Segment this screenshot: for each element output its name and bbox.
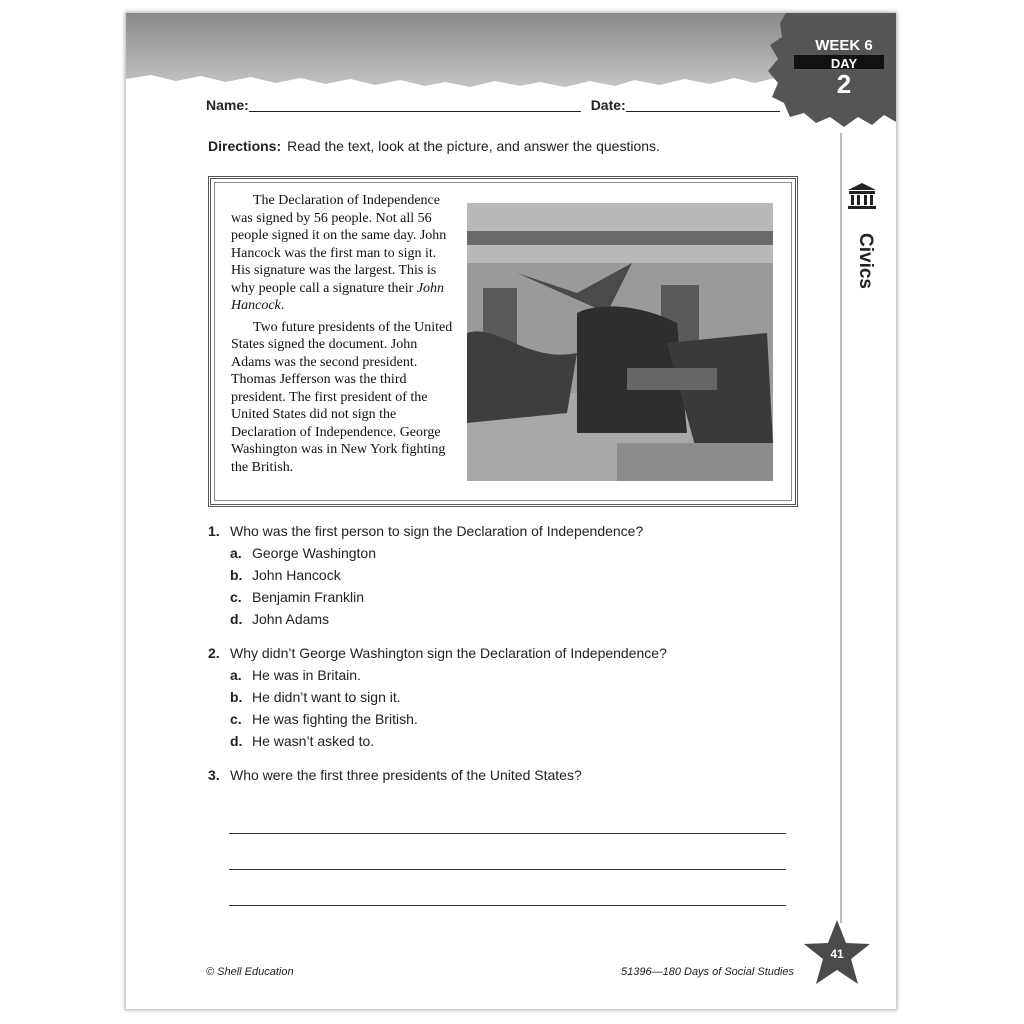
footer-book-title: 51396—180 Days of Social Studies: [621, 966, 795, 978]
subject-label: Civics: [855, 233, 876, 289]
badge-week: WEEK 6: [815, 37, 873, 54]
option-c[interactable]: c. Benjamin Franklin: [230, 589, 365, 605]
option-d[interactable]: d. He wasn’t asked to.: [230, 733, 375, 749]
declaration-signing-illustration: [467, 203, 773, 481]
question-1: [208, 523, 808, 627]
name-date-row: [206, 97, 780, 113]
directions: [208, 138, 660, 154]
question-text: Why didn’t George Washington sign the Declaration of Independence?: [230, 645, 667, 661]
answer-line-3[interactable]: [229, 905, 786, 906]
directions-label: Directions:: [208, 138, 282, 154]
question-text: Who was the first person to sign the Declaration of Independence?: [230, 523, 644, 539]
option-a[interactable]: a. He was in Britain.: [230, 667, 361, 683]
option-c[interactable]: c. He was fighting the British.: [230, 711, 418, 727]
passage-paragraph-1: The Declaration of Independence was signed by 56 people. Not all 56 people signed it on the same day. John Hancock was the first man to sign it. His signature was the largest. This is why people call a signature their John Hancock.: [231, 193, 447, 313]
worksheet-page: [125, 12, 897, 1010]
question-2: [208, 645, 808, 749]
question-number: 2.: [208, 645, 220, 661]
date-label: Date:: [590, 97, 626, 113]
option-b[interactable]: b. John Hancock: [230, 567, 341, 583]
answer-line-2[interactable]: [229, 869, 786, 870]
answer-line-1[interactable]: [229, 833, 786, 834]
option-d[interactable]: d. John Adams: [230, 611, 330, 627]
footer-copyright: © Shell Education: [206, 966, 294, 978]
reading-passage-box: [208, 176, 798, 507]
page-number: 41: [830, 947, 844, 961]
questions: [208, 523, 808, 783]
government-building-icon: [846, 180, 878, 212]
question-number: 3.: [208, 767, 220, 783]
passage-text: [231, 192, 459, 476]
side-divider: [840, 133, 842, 923]
question-3: [208, 767, 808, 783]
directions-text: Read the text, look at the picture, and answer the questions.: [287, 138, 660, 154]
passage-paragraph-2: Two future presidents of the United States signed the document. John Adams was the second president. Thomas Jefferson was the third president. The first president of the United States did not sign the Declaration of Independence. George Washington was in New York fighting the British.: [231, 319, 453, 475]
option-a[interactable]: a. George Washington: [230, 545, 376, 561]
badge-day: DAY: [830, 56, 858, 71]
question-number: 1.: [208, 523, 220, 539]
name-label: Name:: [206, 97, 249, 113]
option-b[interactable]: b. He didn’t want to sign it.: [230, 689, 401, 705]
question-text: Who were the first three presidents of the United States?: [230, 767, 582, 783]
name-blank[interactable]: [249, 97, 581, 112]
badge-day-number: 2: [836, 69, 852, 99]
date-blank[interactable]: [626, 97, 780, 112]
